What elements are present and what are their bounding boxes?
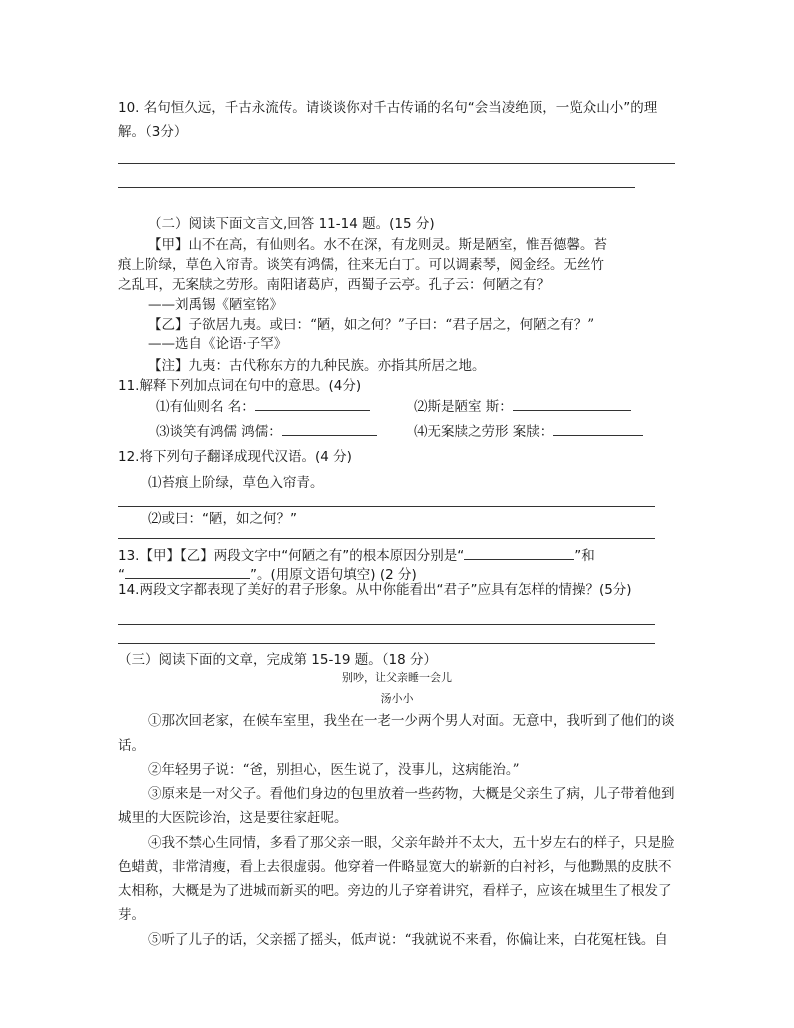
annotation-note: 【注】九夷：古代称东方的九种民族。亦指其所居之地。 (148, 358, 486, 374)
jia-paragraph-line: 之乱耳，无案牍之劳形。南阳诸葛庐，西蜀子云亭。孔子云：何陋之有？ (118, 277, 550, 293)
article-paragraph-line: 城里的大医院诊治，这是要往家赶呢。 (118, 810, 348, 826)
jia-paragraph-line: 痕上阶绿，草色入帘青。谈笑有鸿儒，往来无白丁。可以调素琴，阅金经。无丝竹 (118, 257, 604, 273)
q13-line2-open: “ (118, 567, 125, 583)
q11-stem: 11.解释下列加点词在句中的意思。(4分) (118, 378, 362, 394)
article-paragraph-line: 色蜡黄，非常清瘦，看上去很虚弱。他穿着一件略显宽大的崭新的白衬衫，与他黝黑的皮肤不 (118, 859, 672, 875)
jia-paragraph-line: 【甲】山不在高，有仙则名。水不在深，有龙则灵。斯是陋室，惟吾德馨。苔 (148, 237, 607, 253)
article-author: 汤小小 (380, 692, 414, 705)
yi-source: ——选自《论语·子罕》 (148, 336, 288, 352)
q13-blank-1[interactable] (464, 545, 574, 560)
q11-item-d-label: ⑷无案牍之劳形 案牍： (414, 424, 554, 440)
article-paragraph-line: ③原来是一对父子。看他们身边的包里放着一些药物，大概是父亲生了病，儿子带着他到 (148, 786, 675, 802)
article-paragraph-line: 芽。 (118, 907, 145, 923)
q11-item-a-label: ⑴有仙则名 名： (156, 399, 255, 415)
q13-line1 (118, 545, 595, 565)
q13-line2-text: ”。(用原文语句填空) (2 分) (250, 567, 417, 583)
q11-item-c-label: ⑶谈笑有鸿儒 鸿儒： (156, 424, 282, 440)
article-paragraph-line: ⑤听了儿子的话，父亲摇了摇头，低声说：“我就说不来看，你偏让来，白花冤枉钱。自 (148, 932, 668, 948)
article-paragraph-line: 话。 (118, 738, 145, 754)
answer-line[interactable] (118, 187, 635, 188)
q11-item-a (156, 396, 370, 416)
q10-line1: 10. 名句恒久远，千古永流传。请谈谈你对千古传诵的名句“会当凌绝顶，一览众山小”的理 (118, 100, 658, 116)
answer-line[interactable] (118, 643, 655, 644)
q11-item-b-label: ⑵斯是陋室 斯： (414, 399, 513, 415)
yi-paragraph-line: 【乙】子欲居九夷。或曰：“陋，如之何？”子曰：“君子居之，何陋之有？” (148, 317, 595, 333)
answer-line[interactable] (118, 624, 655, 625)
q11-blank-c[interactable] (282, 421, 377, 436)
article-paragraph-line: 太相称，大概是为了进城而新买的吧。旁边的儿子穿着讲究，看样子，应该在城里生了根发了 (118, 883, 672, 899)
q12-item-a: ⑴苔痕上阶绿，草色入帘青。 (148, 475, 324, 491)
jia-source: ——刘禹锡《陋室铭》 (148, 297, 283, 313)
section2-heading: （二）阅读下面文言文,回答 11-14 题。(15 分) (148, 216, 435, 232)
answer-line[interactable] (118, 506, 655, 507)
q12-stem: 12.将下列句子翻译成现代汉语。(4 分) (118, 449, 352, 465)
q11-item-c (156, 421, 377, 441)
q10-line2: 解。（3分） (118, 124, 188, 140)
q13-line1-text: 13.【甲】【乙】两段文字中“何陋之有”的根本原因分别是“ (118, 548, 465, 564)
article-paragraph-line: ②年轻男子说：“爸，别担心，医生说了，没事儿，这病能治。” (148, 762, 520, 778)
section3-heading: （三）阅读下面的文章，完成第 15-19 题。（18 分） (118, 652, 438, 668)
q13-blank-2[interactable] (125, 564, 250, 579)
article-paragraph-line: ④我不禁心生同情，多看了那父亲一眼，父亲年龄并不太大，五十岁左右的样子，只是脸 (148, 835, 675, 851)
q11-item-b (414, 396, 631, 416)
q11-blank-b[interactable] (513, 396, 631, 411)
q11-blank-d[interactable] (553, 421, 643, 436)
q11-item-d (414, 421, 643, 441)
q11-blank-a[interactable] (255, 396, 370, 411)
answer-line[interactable] (118, 163, 675, 164)
q14-stem: 14.两段文字都表现了美好的君子形象。从中你能看出“君子”应具有怎样的情操？(5分) (118, 582, 632, 598)
article-title: 别吵，让父亲睡一会儿 (342, 671, 452, 684)
article-paragraph-line: ①那次回老家，在候车室里，我坐在一老一少两个男人对面。无意中，我听到了他们的谈 (148, 713, 675, 729)
q12-item-b: ⑵或曰：“陋，如之何？” (148, 511, 297, 527)
answer-line[interactable] (118, 538, 655, 539)
q13-line1-end: ”和 (574, 548, 595, 564)
